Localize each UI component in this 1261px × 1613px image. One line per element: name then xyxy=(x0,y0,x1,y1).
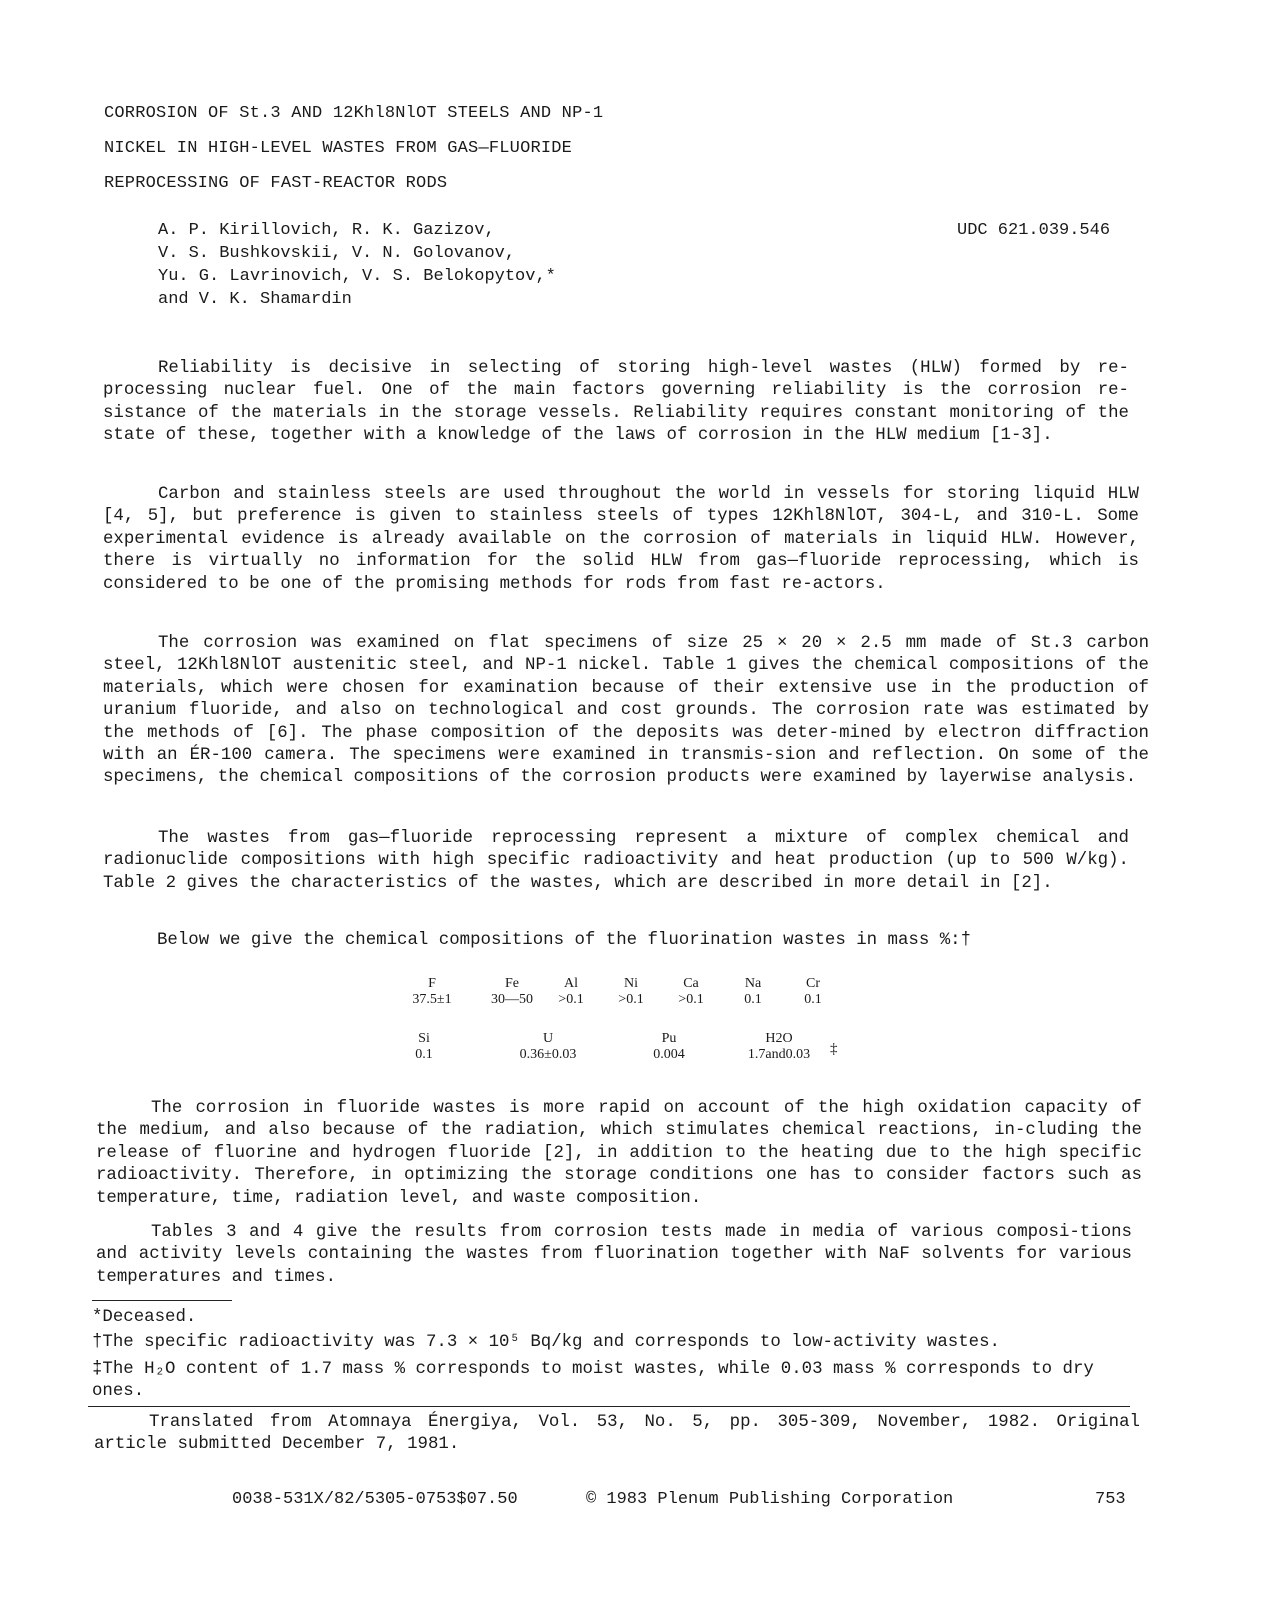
element-value: >0.1 xyxy=(618,992,644,1007)
title-line-1: CORROSION OF St.3 AND 12Khl8NlOT STEELS AND NP-1 xyxy=(104,104,604,123)
paragraph-4-text: The wastes from gas—fluoride reprocessing represent a mixture of complex chemical and radionuclide compositions with high specific radioactivity and heat production (up to 500 W/kg). Table 2 gives the characteristics of the wastes, which are described in more detail in [2]. xyxy=(103,829,1129,893)
element-symbol: Cr xyxy=(806,976,820,991)
element-symbol: U xyxy=(542,1031,554,1046)
composition-cell xyxy=(795,976,831,1008)
element-symbol: Al xyxy=(564,976,578,991)
element-value: 1.7and0.03 xyxy=(747,1047,811,1062)
element-symbol: Ni xyxy=(624,976,638,991)
element-value: >0.1 xyxy=(678,992,704,1007)
element-value: 37.5±1 xyxy=(412,992,452,1007)
element-value: 0.1 xyxy=(744,992,762,1007)
page-number: 753 xyxy=(1095,1490,1126,1509)
paragraph-6-text: Tables 3 and 4 give the results from corrosion tests made in media of various composi-tions and activity levels containing the wastes from fluorination together with NaF solvents for various temperatures and times. xyxy=(96,1223,1132,1287)
element-symbol: Ca xyxy=(683,976,699,991)
element-value: 30—50 xyxy=(491,992,533,1007)
composition-cell xyxy=(406,1031,442,1063)
element-value: 0.1 xyxy=(415,1047,433,1062)
paragraph-6 xyxy=(96,1222,1132,1289)
author-line-2: V. S. Bushkovskii, V. N. Golovanov, xyxy=(158,244,516,263)
footnote-radioactivity: †The specific radioactivity was 7.3 × 10⁵ Bq/kg and corresponds to low-activity wastes. xyxy=(92,1333,1000,1352)
paragraph-1 xyxy=(103,358,1129,448)
element-value: 0.36±0.03 xyxy=(519,1047,577,1062)
paragraph-5 xyxy=(96,1098,1142,1210)
paragraph-4 xyxy=(103,828,1129,895)
publication-code: 0038-531X/82/5305-0753$07.50 xyxy=(232,1490,518,1509)
author-line-1: A. P. Kirillovich, R. K. Gazizov, xyxy=(158,221,495,240)
footnote-water-content: ‡The H₂O content of 1.7 mass % corresponds to moist wastes, while 0.03 mass % corresponds to dry ones. xyxy=(92,1360,1094,1401)
composition-cell xyxy=(641,1031,697,1063)
composition-cell xyxy=(546,976,596,1008)
element-symbol: F xyxy=(428,976,436,991)
translation-note xyxy=(94,1412,1140,1457)
element-symbol: Na xyxy=(744,976,762,991)
composition-cell xyxy=(410,976,454,1008)
composition-cell xyxy=(503,1031,593,1063)
copyright-notice: © 1983 Plenum Publishing Corporation xyxy=(586,1490,954,1509)
element-symbol: H2O xyxy=(765,1031,793,1046)
paragraph-2 xyxy=(103,484,1139,596)
element-value: 0.004 xyxy=(653,1047,685,1062)
footnote-mark: ‡ xyxy=(830,1041,838,1057)
udc-code: UDC 621.039.546 xyxy=(957,221,1111,240)
composition-intro: Below we give the chemical compositions of the fluorination wastes in mass %:† xyxy=(157,931,972,950)
composition-cell xyxy=(486,976,538,1008)
title-line-2: NICKEL IN HIGH-LEVEL WASTES FROM GAS—FLUORIDE xyxy=(104,139,573,158)
composition-cell xyxy=(606,976,656,1008)
footnote-divider xyxy=(92,1300,232,1301)
element-symbol: Si xyxy=(418,1031,430,1046)
author-line-4: and V. K. Shamardin xyxy=(158,290,352,309)
paragraph-5-text: The corrosion in fluoride wastes is more rapid on account of the high oxidation capacity of the medium, and also because of the radiation, which stimulates chemical reactions, in-cluding the release of fluorine and hydrogen fluoride [2], in addition to the heating due to the high specific radioactivity. Therefore, in optimizing the storage conditions one has to consider factors such as temperature, time, radiation level, and waste composition. xyxy=(96,1099,1142,1208)
composition-cell xyxy=(735,976,771,1008)
translation-divider xyxy=(88,1406,1130,1407)
element-value: 0.1 xyxy=(804,992,822,1007)
footnote-deceased: *Deceased. xyxy=(92,1308,197,1327)
composition-cell xyxy=(666,976,716,1008)
author-line-3: Yu. G. Lavrinovich, V. S. Belokopytov,* xyxy=(158,267,556,286)
paragraph-3-text: The corrosion was examined on flat specimens of size 25 × 20 × 2.5 mm made of St.3 carbon steel, 12Khl8NlOT austenitic steel, and NP-1 nickel. Table 1 gives the chemical compositions of the materials, which were chosen for examination because of their extensive use in the production of uranium fluoride, and also on technological and cost grounds. The corrosion rate was estimated by the methods of [6]. The phase composition of the deposits was deter-mined by electron diffraction with an ÉR-100 camera. The specimens were examined in transmis-sion and reflection. On some of the specimens, the chemical compositions of the corrosion products were examined by layerwise analysis. xyxy=(103,634,1149,788)
paragraph-2-text: Carbon and stainless steels are used throughout the world in vessels for storing liquid HLW [4, 5], but preference is given to stainless steels of types 12Khl8NlOT, 304-L, and 310-L. Some experimental evidence is already available on the corrosion of materials in liquid HLW. However, there is virtually no information for the solid HLW from gas—fluoride reprocessing, which is considered to be one of the promising methods for rods from fast re-actors. xyxy=(103,485,1139,594)
translation-note-text: Translated from Atomnaya Énergiya, Vol. 53, No. 5, pp. 305-309, November, 1982. Original article submitted December 7, 1981. xyxy=(94,1413,1140,1455)
element-value: >0.1 xyxy=(558,992,584,1007)
element-symbol: Pu xyxy=(661,1031,677,1046)
paragraph-1-text: Reliability is decisive in selecting of storing high-level wastes (HLW) formed by re-processing nuclear fuel. One of the main factors governing reliability is the corrosion re-sistance of the materials in the storage vessels. Reliability requires constant monitoring of the state of these, together with a knowledge of the laws of corrosion in the HLW medium [1-3]. xyxy=(103,359,1129,446)
composition-cell xyxy=(731,1031,827,1063)
paragraph-3 xyxy=(103,633,1149,790)
element-symbol: Fe xyxy=(505,976,519,991)
title-line-3: REPROCESSING OF FAST-REACTOR RODS xyxy=(104,174,448,193)
